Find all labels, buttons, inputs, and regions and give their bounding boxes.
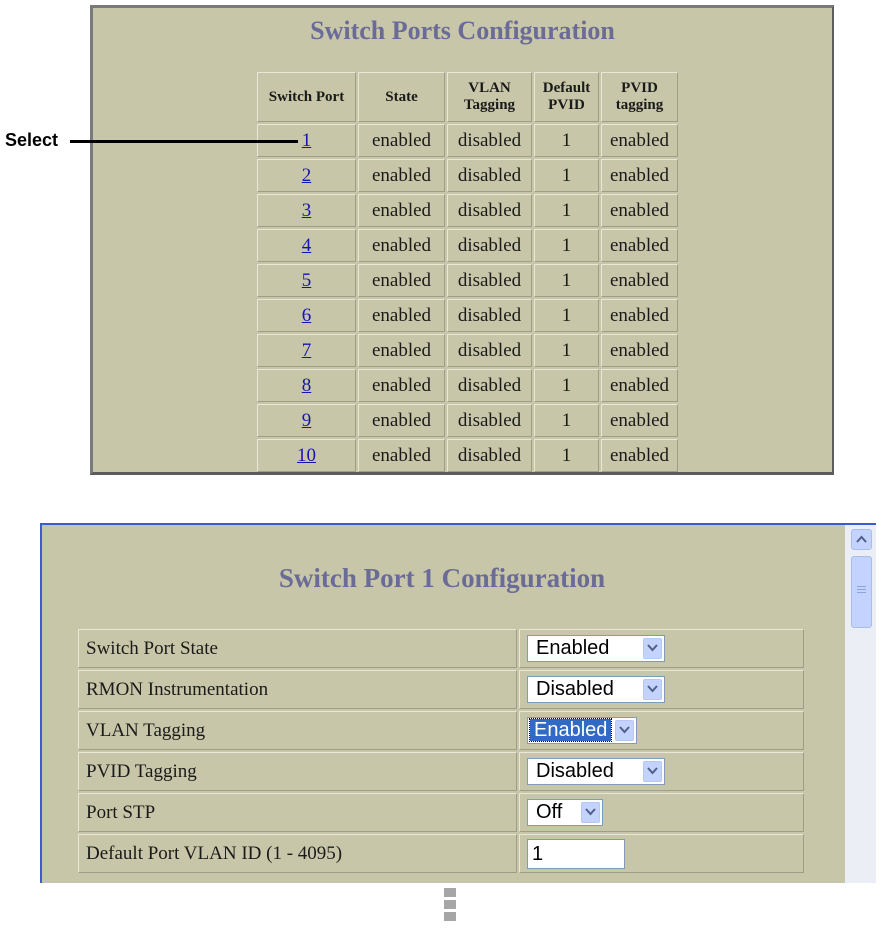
- config-field-label: Port STP: [78, 793, 517, 832]
- cell-switch-port: [257, 194, 356, 227]
- col-header-pvid-tagging: PVID tagging: [601, 72, 678, 122]
- default-port-vlan-id-1-4095-input[interactable]: 1: [527, 839, 625, 869]
- cell-switch-port: [257, 159, 356, 192]
- pvid-tagging-select[interactable]: [527, 758, 665, 785]
- config-row: [78, 793, 804, 832]
- config-row: [78, 670, 804, 709]
- col-header-switch-port: Switch Port: [257, 72, 356, 122]
- cell-state: enabled: [358, 194, 445, 227]
- cell-pvid-tagging: enabled: [601, 264, 678, 297]
- port-link-3[interactable]: 3: [301, 199, 312, 221]
- cell-default-pvid: 1: [534, 159, 599, 192]
- vlan-tagging-select[interactable]: [527, 717, 637, 744]
- cell-pvid-tagging: enabled: [601, 334, 678, 367]
- config-row: [78, 629, 804, 668]
- cell-vlan-tagging: disabled: [447, 159, 532, 192]
- scrollbar-grip: [857, 586, 866, 595]
- cell-vlan-tagging: disabled: [447, 369, 532, 402]
- cell-default-pvid: 1: [534, 264, 599, 297]
- col-header-vlan-tagging: VLAN Tagging: [447, 72, 532, 122]
- select-value: Enabled: [530, 719, 611, 741]
- table-row: [257, 299, 678, 332]
- cell-vlan-tagging: disabled: [447, 229, 532, 262]
- cell-state: enabled: [358, 229, 445, 262]
- port-link-6[interactable]: 6: [301, 304, 312, 326]
- config-row: [78, 752, 804, 791]
- cell-state: enabled: [358, 299, 445, 332]
- config-field-value-cell: [519, 670, 804, 709]
- page-title: Switch Port 1 Configuration: [278, 563, 606, 593]
- table-row: [257, 439, 678, 472]
- table-row: [257, 369, 678, 402]
- select-value: Off: [536, 801, 563, 823]
- cell-vlan-tagging: disabled: [447, 194, 532, 227]
- switch-port-state-select[interactable]: [527, 635, 665, 662]
- cell-vlan-tagging: disabled: [447, 404, 532, 437]
- config-field-value-cell: [519, 834, 804, 873]
- table-row: [257, 124, 678, 157]
- chevron-down-icon[interactable]: [643, 679, 662, 700]
- cell-vlan-tagging: disabled: [447, 439, 532, 472]
- cell-vlan-tagging: disabled: [447, 264, 532, 297]
- select-value: Disabled: [536, 760, 614, 782]
- cell-state: enabled: [358, 439, 445, 472]
- cell-default-pvid: 1: [534, 124, 599, 157]
- cell-switch-port: [257, 299, 356, 332]
- port-link-7[interactable]: 7: [301, 339, 312, 361]
- cell-default-pvid: 1: [534, 229, 599, 262]
- cell-vlan-tagging: disabled: [447, 299, 532, 332]
- rmon-instrumentation-select[interactable]: [527, 676, 665, 703]
- port-link-8[interactable]: 8: [301, 374, 312, 396]
- config-field-label: Switch Port State: [78, 629, 517, 668]
- cell-pvid-tagging: enabled: [601, 404, 678, 437]
- port-link-1[interactable]: 1: [301, 129, 312, 151]
- chevron-down-icon[interactable]: [615, 720, 634, 741]
- col-header-default-pvid: Default PVID: [534, 72, 599, 122]
- chevron-down-icon[interactable]: [643, 761, 662, 782]
- page-title: Switch Ports Configuration: [310, 16, 615, 45]
- select-value: Disabled: [536, 678, 614, 700]
- cell-switch-port: [257, 334, 356, 367]
- vertical-ellipsis-icon: [444, 888, 456, 932]
- chevron-down-icon[interactable]: [581, 802, 600, 823]
- cell-default-pvid: 1: [534, 404, 599, 437]
- config-field-value-cell: [519, 793, 804, 832]
- config-field-label: VLAN Tagging: [78, 711, 517, 750]
- port-config-table: [76, 627, 806, 875]
- config-field-label: RMON Instrumentation: [78, 670, 517, 709]
- config-field-value-cell: [519, 629, 804, 668]
- table-row: [257, 404, 678, 437]
- cell-default-pvid: 1: [534, 334, 599, 367]
- port-link-5[interactable]: 5: [301, 269, 312, 291]
- cell-switch-port: [257, 264, 356, 297]
- cell-vlan-tagging: disabled: [447, 334, 532, 367]
- port-link-2[interactable]: 2: [301, 164, 312, 186]
- config-row: [78, 711, 804, 750]
- chevron-down-icon[interactable]: [643, 638, 662, 659]
- port-link-4[interactable]: 4: [301, 234, 312, 256]
- table-row: [257, 229, 678, 262]
- cell-switch-port: [257, 369, 356, 402]
- callout-leader-line: [70, 140, 298, 143]
- port-config-panel: [40, 523, 876, 883]
- cell-pvid-tagging: enabled: [601, 124, 678, 157]
- cell-switch-port: [257, 229, 356, 262]
- switch-ports-panel: [90, 5, 834, 475]
- cell-state: enabled: [358, 334, 445, 367]
- cell-state: enabled: [358, 264, 445, 297]
- cell-pvid-tagging: enabled: [601, 159, 678, 192]
- cell-state: enabled: [358, 369, 445, 402]
- cell-switch-port: [257, 404, 356, 437]
- cell-default-pvid: 1: [534, 194, 599, 227]
- cell-pvid-tagging: enabled: [601, 194, 678, 227]
- table-header-row: [257, 72, 678, 122]
- cell-state: enabled: [358, 124, 445, 157]
- cell-default-pvid: 1: [534, 299, 599, 332]
- select-value: Enabled: [536, 637, 610, 659]
- config-field-value-cell: [519, 752, 804, 791]
- cell-state: enabled: [358, 404, 445, 437]
- cell-state: enabled: [358, 159, 445, 192]
- table-row: [257, 194, 678, 227]
- table-row: [257, 264, 678, 297]
- cell-vlan-tagging: disabled: [447, 124, 532, 157]
- table-row: [257, 334, 678, 367]
- cell-pvid-tagging: enabled: [601, 229, 678, 262]
- scrollbar-thumb[interactable]: [851, 556, 872, 628]
- vertical-scrollbar[interactable]: [845, 525, 876, 883]
- select-callout-label: Select: [5, 130, 59, 150]
- port-link-9[interactable]: 9: [301, 409, 312, 431]
- cell-switch-port: [257, 439, 356, 472]
- col-header-state: State: [358, 72, 445, 122]
- config-field-label: PVID Tagging: [78, 752, 517, 791]
- switch-ports-table: [255, 70, 680, 474]
- scroll-up-arrow-icon[interactable]: [851, 529, 872, 550]
- port-link-10[interactable]: 10: [297, 444, 316, 466]
- cell-pvid-tagging: enabled: [601, 299, 678, 332]
- cell-default-pvid: 1: [534, 439, 599, 472]
- cell-default-pvid: 1: [534, 369, 599, 402]
- config-field-value-cell: [519, 711, 804, 750]
- cell-pvid-tagging: enabled: [601, 439, 678, 472]
- config-field-label: Default Port VLAN ID (1 - 4095): [78, 834, 517, 873]
- port-stp-select[interactable]: [527, 799, 603, 826]
- cell-pvid-tagging: enabled: [601, 369, 678, 402]
- table-row: [257, 159, 678, 192]
- config-row: [78, 834, 804, 873]
